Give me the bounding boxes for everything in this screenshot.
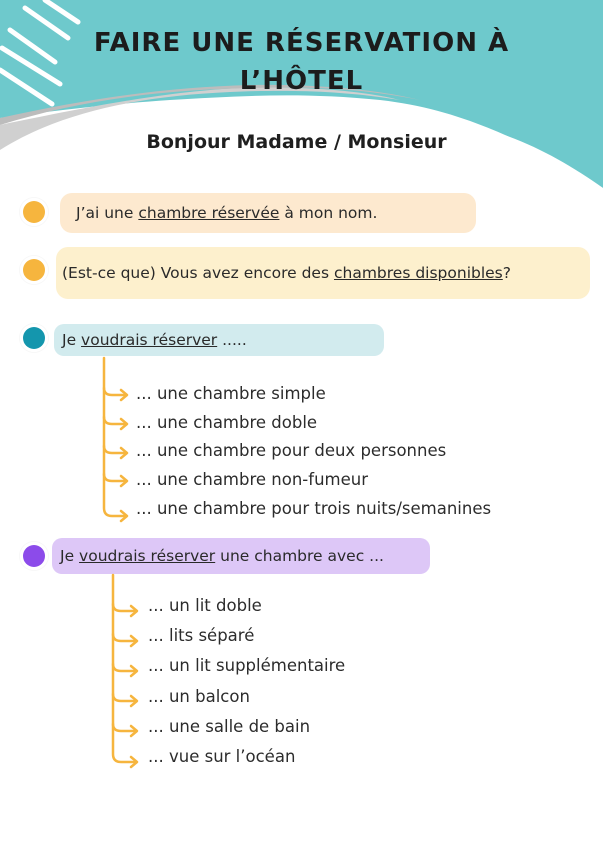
list1-item: ... une chambre simple — [136, 384, 326, 403]
phrase-would-like-reserve: Je voudrais réserver ..... — [54, 324, 384, 356]
list2-item: ... lits séparé — [148, 626, 255, 645]
keyword-reserved-room: chambre réservée — [138, 204, 280, 222]
title-line-1: FAIRE UNE RÉSERVATION À — [93, 28, 510, 58]
list2-item: ... vue sur l’océan — [148, 747, 296, 766]
phrase-reserved-room: J’ai une chambre réservée à mon nom. — [60, 193, 476, 233]
phrase-room-with: Je voudrais réserver une chambre avec ... — [52, 538, 430, 574]
list1-item: ... une chambre pour deux personnes — [136, 441, 447, 460]
list2-item: ... un balcon — [148, 687, 250, 706]
keyword-would-like-reserve: voudrais réserver — [79, 547, 216, 565]
keyword-would-like-reserve: voudrais réserver — [81, 331, 218, 349]
list1-item: ... une chambre pour trois nuits/semanines — [136, 499, 492, 518]
phrase-available-rooms: (Est-ce que) Vous avez encore des chambres disponibles ? — [56, 247, 590, 299]
keyword-available-rooms: chambres disponibles — [333, 264, 503, 282]
greeting: Bonjour Madame / Monsieur — [146, 131, 447, 153]
list1-item: ... une chambre doble — [136, 413, 318, 432]
title-line-2: L’HÔTEL — [239, 66, 364, 96]
list2-item: ... un lit supplémentaire — [148, 656, 346, 675]
list2-item: ... une salle de bain — [148, 717, 311, 736]
list1-item: ... une chambre non-fumeur — [136, 470, 368, 489]
list2-item: ... un lit doble — [148, 596, 262, 615]
